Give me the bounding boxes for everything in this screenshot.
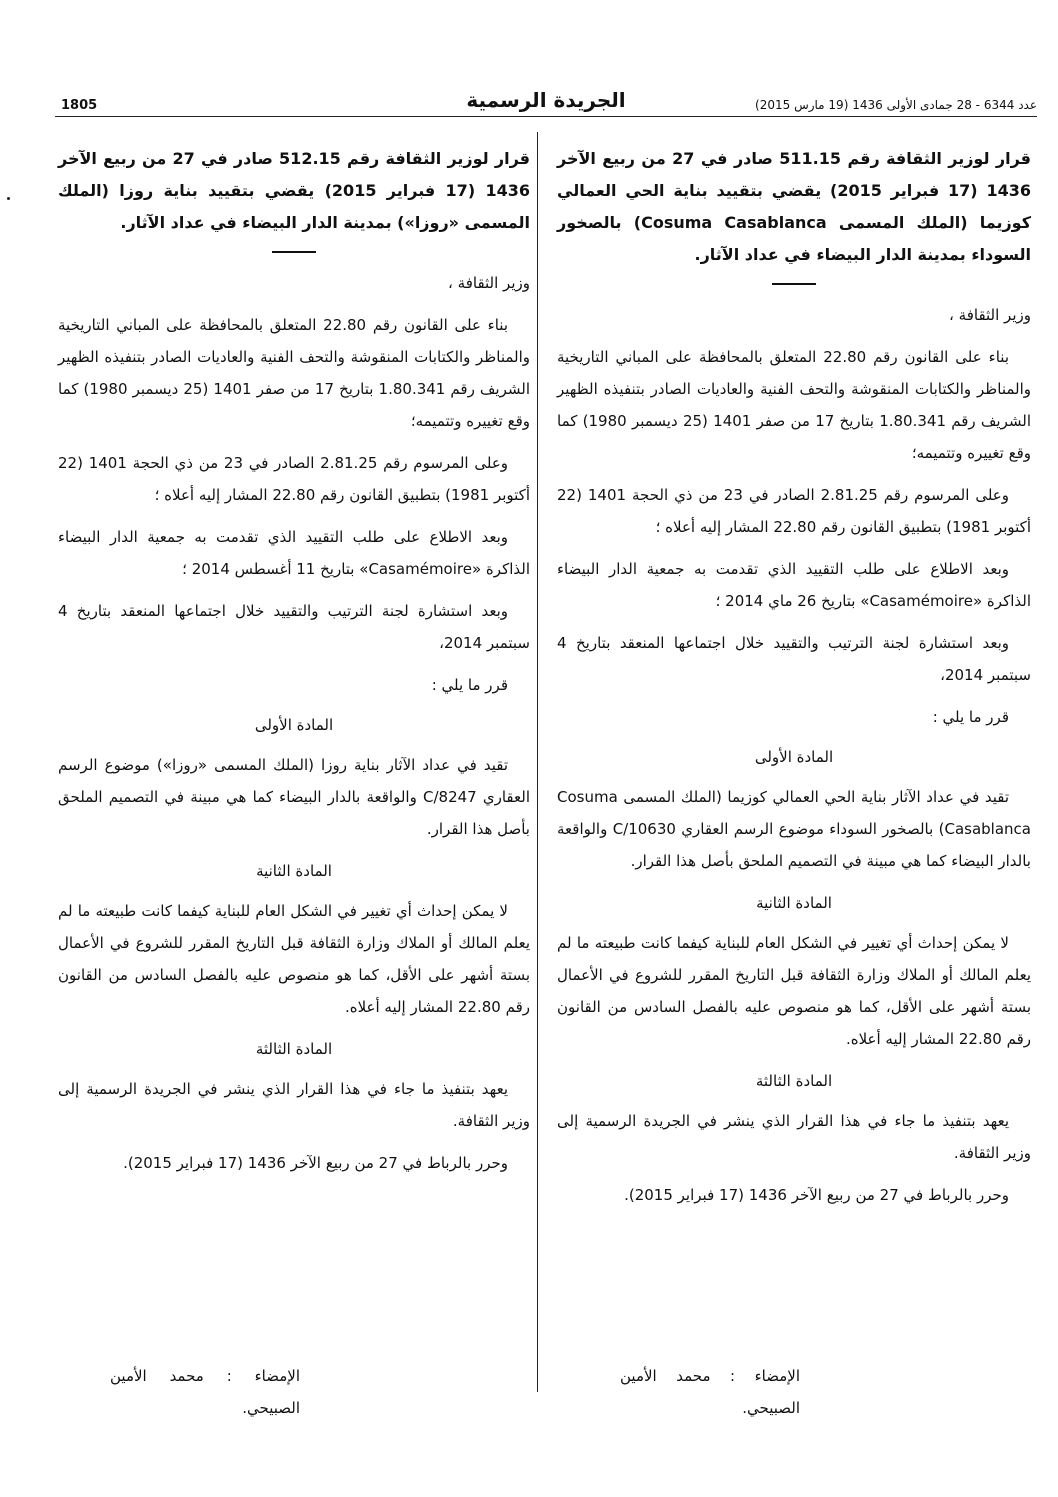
decides-line: قرر ما يلي : [431, 676, 508, 694]
title-rule [772, 283, 816, 285]
article-3-text: يعهد بتنفيذ ما جاء في هذا القرار الذي ينشر في الجريدة الرسمية إلى وزير الثقافة. [58, 1080, 530, 1130]
paragraph-law: بناء على القانون رقم 22.80 المتعلق بالمحافظة على المباني التاريخية والمناظر والكتابات المنقوشة والتحف الفنية والعاديات الصادر بتنفيذه الظهير الشريف رقم 1.80.341 بتاريخ 17 من صفر 1401 (25 ديسمبر 1980) كما وقع تغييره وتتميمه؛ [58, 316, 530, 430]
article-2-heading: المادة الثانية [756, 894, 832, 912]
paragraph-decree: وعلى المرسوم رقم 2.81.25 الصادر في 23 من ذي الحجة 1401 (22 أكتوبر 1981) بتطبيق القانون رقم 22.80 المشار إليه أعلاه ؛ [557, 486, 1031, 536]
article-3-heading: المادة الثالثة [755, 1072, 833, 1090]
paragraph-committee: وبعد استشارة لجنة الترتيب والتقييد خلال اجتماعها المنعقد بتاريخ 4 سبتمبر 2014، [557, 634, 1031, 684]
decision-512-column [58, 143, 530, 1189]
article-1-heading: المادة الأولى [254, 716, 334, 734]
scan-mark [7, 197, 10, 200]
article-2-text: لا يمكن إحداث أي تغيير في الشكل العام للبناية كيفما كانت طبيعته ما لم يعلم المالك أو الملاك وزارة الثقافة قبل التاريخ المقرر للشروع في الأعمال بستة أشهر على الأقل، كما هو منصوص عليه بالفصل السادس من القانون رقم 22.80 المشار إليه أعلاه. [557, 934, 1031, 1048]
paragraph-decree: وعلى المرسوم رقم 2.81.25 الصادر في 23 من ذي الحجة 1401 (22 أكتوبر 1981) بتطبيق القانون رقم 22.80 المشار إليه أعلاه ؛ [58, 454, 530, 504]
article-1-text: تقيد في عداد الآثار بناية روزا (الملك المسمى «روزا») موضوع الرسم العقاري C/8247 والواقعة بالدار البيضاء كما هي مبينة في التصميم الملحق بأصل هذا القرار. [58, 756, 530, 838]
issue-line: عدد 6344 - 28 جمادى الأولى 1436 (19 مارس 2015) [755, 98, 1037, 112]
paragraph-request: وبعد الاطلاع على طلب التقييد الذي تقدمت به جمعية الدار البيضاء الذاكرة «Casamémoire» بتاريخ 26 ماي 2014 ؛ [557, 560, 1031, 610]
minister-line: وزير الثقافة ، [949, 306, 1031, 324]
article-2-heading: المادة الثانية [256, 862, 332, 880]
decision-title: قرار لوزير الثقافة رقم 512.15 صادر في 27 من ربيع الآخر 1436 (17 فبراير 2015) يقضي بتقييد بناية روزا (الملك المسمى «روزا») بمدينة الدار البيضاء في عداد الآثار. [58, 149, 530, 232]
decision-title: قرار لوزير الثقافة رقم 511.15 صادر في 27 من ربيع الآخر 1436 (17 فبراير 2015) يقضي بتقييد بناية الحي العمالي كوزيما (الملك المسمى Cosuma Casablanca) بالصخور السوداء بمدينة الدار البيضاء في عداد الآثار. [557, 149, 1032, 264]
paragraph-committee: وبعد استشارة لجنة الترتيب والتقييد خلال اجتماعها المنعقد بتاريخ 4 سبتمبر 2014، [58, 602, 530, 652]
article-1-heading: المادة الأولى [754, 748, 834, 766]
article-3-heading: المادة الثالثة [255, 1040, 333, 1058]
decision-511-column [557, 143, 1031, 1221]
signature: الإمضاء : محمد الأمين الصبيحي. [620, 1367, 800, 1417]
title-rule [272, 251, 316, 253]
article-3-text: يعهد بتنفيذ ما جاء في هذا القرار الذي ينشر في الجريدة الرسمية إلى وزير الثقافة. [557, 1112, 1031, 1162]
page-header [55, 88, 1037, 117]
gazette-title: الجريدة الرسمية [466, 88, 626, 112]
paragraph-request: وبعد الاطلاع على طلب التقييد الذي تقدمت به جمعية الدار البيضاء الذاكرة «Casamémoire» بتاريخ 11 أغسطس 2014 ؛ [58, 528, 530, 578]
done-at-line: وحرر بالرباط في 27 من ربيع الآخر 1436 (17 فبراير 2015). [624, 1186, 1009, 1204]
done-at-line: وحرر بالرباط في 27 من ربيع الآخر 1436 (17 فبراير 2015). [123, 1154, 508, 1172]
paragraph-law: بناء على القانون رقم 22.80 المتعلق بالمحافظة على المباني التاريخية والمناظر والكتابات المنقوشة والتحف الفنية والعاديات الصادر بتنفيذه الظهير الشريف رقم 1.80.341 بتاريخ 17 من صفر 1401 (25 ديسمبر 1980) كما وقع تغييره وتتميمه؛ [557, 348, 1032, 462]
article-2-text: لا يمكن إحداث أي تغيير في الشكل العام للبناية كيفما كانت طبيعته ما لم يعلم المالك أو الملاك وزارة الثقافة قبل التاريخ المقرر للشروع في الأعمال بستة أشهر على الأقل، كما هو منصوص عليه بالفصل السادس من القانون رقم 22.80 المشار إليه أعلاه. [58, 902, 530, 1016]
minister-line: وزير الثقافة ، [448, 274, 530, 292]
article-1-text: تقيد في عداد الآثار بناية الحي العمالي كوزيما (الملك المسمى Cosuma Casablanca) بالصخور السوداء موضوع الرسم العقاري C/10630 والواقعة بالدار البيضاء كما هي مبينة في التصميم الملحق بأصل هذا القرار. [557, 788, 1031, 870]
decides-line: قرر ما يلي : [932, 708, 1009, 726]
page-number: 1805 [61, 98, 98, 113]
column-divider [537, 132, 538, 1392]
signature: الإمضاء : محمد الأمين الصبيحي. [110, 1367, 300, 1417]
